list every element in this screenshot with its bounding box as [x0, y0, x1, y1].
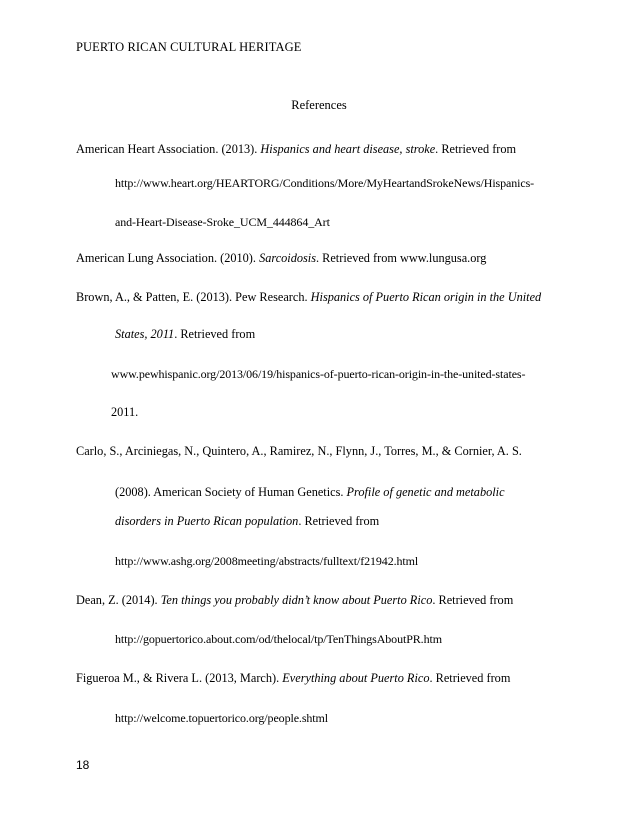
reference-title: Ten things you probably didn’t know about Puerto Rico — [160, 593, 433, 607]
reference-text: . Retrieved from www.lungusa.org — [316, 251, 487, 265]
reference-ala-line-1 — [76, 250, 486, 266]
reference-carlo-url-1[interactable]: http://www.ashg.org/2008meeting/abstracts/fulltext/f21942.html — [115, 554, 419, 568]
reference-text: . Retrieved from — [298, 514, 380, 528]
reference-aha-url-1[interactable]: http://www.heart.org/HEARTORG/Conditions/More/MyHeartandSrokeNews/Hispanics- — [115, 176, 535, 190]
references-title: References — [291, 98, 347, 112]
reference-text: Figueroa M., & Rivera L. (2013, March). — [76, 671, 283, 685]
reference-brown-url-1[interactable]: www.pewhispanic.org/2013/06/19/hispanics-of-puerto-rican-origin-in-the-united-states- — [111, 367, 526, 381]
reference-figueroa-line-1 — [76, 670, 510, 686]
reference-text: . Retrieved from — [435, 142, 517, 156]
reference-title: disorders in Puerto Rican population — [115, 514, 299, 528]
reference-figueroa-url-1[interactable]: http://welcome.topuertorico.org/people.shtml — [115, 711, 329, 725]
reference-carlo-line-3 — [115, 513, 379, 529]
reference-text: American Lung Association. (2010). — [76, 251, 260, 265]
reference-brown-line-4: 2011. — [111, 405, 139, 419]
reference-aha-line-1 — [76, 141, 516, 157]
reference-title: Hispanics and heart disease, stroke — [260, 142, 436, 156]
reference-title: States, 2011 — [115, 327, 175, 341]
reference-title: Everything about Puerto Rico — [282, 671, 430, 685]
reference-text: . Retrieved from — [432, 593, 514, 607]
reference-title: Profile of genetic and metabolic — [346, 485, 505, 499]
reference-aha-url-2[interactable]: and-Heart-Disease-Sroke_UCM_444864_Art — [115, 215, 330, 229]
reference-text: Brown, A., & Patten, E. (2013). Pew Research. — [76, 290, 311, 304]
reference-brown-line-2 — [115, 326, 255, 342]
reference-carlo-line-1: Carlo, S., Arciniegas, N., Quintero, A., Ramirez, N., Flynn, J., Torres, M., & Cornier, A. S. — [76, 444, 522, 458]
reference-text: (2008). American Society of Human Genetics. — [115, 485, 347, 499]
reference-carlo-line-2 — [115, 484, 505, 500]
reference-title: Sarcoidosis — [259, 251, 316, 265]
reference-text: . Retrieved from — [174, 327, 256, 341]
reference-title: Hispanics of Puerto Rican origin in the United — [310, 290, 542, 304]
reference-brown-line-1 — [76, 289, 541, 305]
running-head: PUERTO RICAN CULTURAL HERITAGE — [76, 40, 302, 54]
reference-text: American Heart Association. (2013). — [76, 142, 261, 156]
reference-dean-line-1 — [76, 592, 513, 608]
reference-text: Dean, Z. (2014). — [76, 593, 161, 607]
reference-dean-url-1[interactable]: http://gopuertorico.about.com/od/thelocal/tp/TenThingsAboutPR.htm — [115, 632, 442, 646]
reference-text: . Retrieved from — [429, 671, 511, 685]
page-number: 18 — [76, 758, 90, 772]
